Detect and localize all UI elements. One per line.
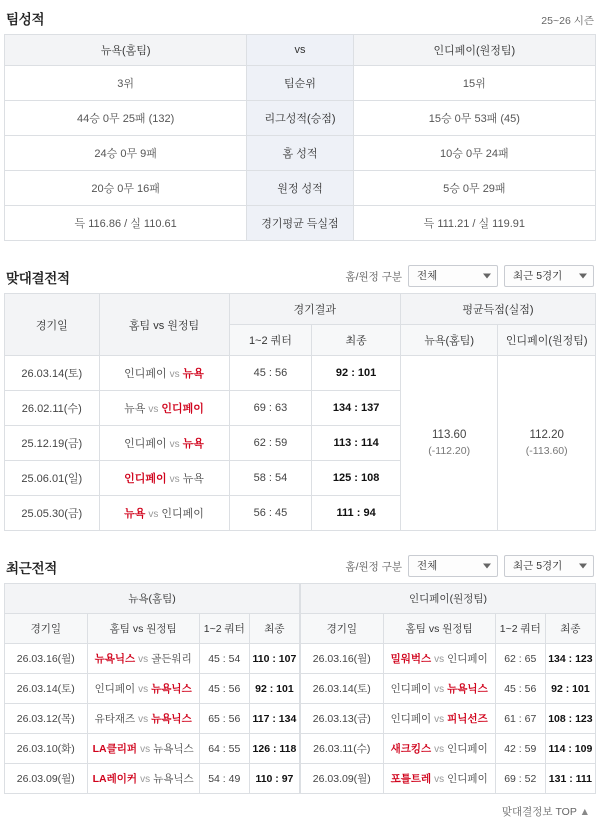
recent-matchup bbox=[87, 764, 199, 794]
recent-away-team: 뉴욕닉스 bbox=[151, 713, 192, 725]
recent-quarter-header: 1~2 쿼터 bbox=[495, 614, 545, 644]
h2h-quarter-score: 62 : 59 bbox=[229, 426, 312, 461]
h2h-home-team: 인디페이 bbox=[124, 438, 167, 450]
vs-separator: vs bbox=[140, 744, 151, 755]
table-row bbox=[301, 674, 596, 704]
away-value: 득 111.21 / 실 119.91 bbox=[353, 206, 595, 241]
h2h-matchup bbox=[99, 426, 229, 461]
h2h-date: 26.02.11(수) bbox=[5, 391, 100, 426]
recent-date-header: 경기일 bbox=[301, 614, 384, 644]
h2h-matchup bbox=[99, 356, 229, 391]
recent-quarter-score: 45 : 54 bbox=[199, 644, 249, 674]
recent-quarter-score: 54 : 49 bbox=[199, 764, 249, 794]
table-subheader-row bbox=[5, 614, 300, 644]
page-title: 팀성적 bbox=[6, 12, 45, 27]
table-row bbox=[5, 644, 300, 674]
h2h-date: 25.06.01(일) bbox=[5, 461, 100, 496]
table-row bbox=[5, 66, 596, 101]
h2h-home-team: 뉴욕 bbox=[124, 403, 146, 415]
h2h-final-score: 111 : 94 bbox=[312, 496, 401, 531]
h2h-header bbox=[4, 257, 596, 293]
vs-separator: vs bbox=[169, 439, 180, 450]
recent-matchup bbox=[87, 704, 199, 734]
vs-separator: vs bbox=[140, 774, 151, 785]
recent-home-team: 밀워벅스 bbox=[390, 653, 432, 665]
recent-date: 26.03.12(목) bbox=[5, 704, 88, 734]
recent-home-team: LA레이커 bbox=[92, 773, 138, 785]
recent-final-score: 131 : 111 bbox=[545, 764, 595, 794]
recent-final-score: 117 : 134 bbox=[249, 704, 299, 734]
recent-matchup bbox=[87, 674, 199, 704]
vs-separator: vs bbox=[148, 509, 159, 520]
vs-separator: vs bbox=[434, 684, 445, 695]
recent-home-team: 새크킹스 bbox=[390, 743, 432, 755]
vs-separator: vs bbox=[434, 774, 445, 785]
recent-away-team: 인디페이 bbox=[447, 773, 488, 785]
h2h-away-team: 인디페이 bbox=[161, 508, 204, 520]
away-value: 5승 0무 29패 bbox=[353, 171, 595, 206]
recent-final-score: 110 : 97 bbox=[249, 764, 299, 794]
h2h-matchup-header: 홈팀 vs 원정팀 bbox=[99, 294, 229, 356]
home-value: 득 116.86 / 실 110.61 bbox=[5, 206, 247, 241]
vs-separator: vs bbox=[169, 474, 180, 485]
h2h-date: 25.12.19(금) bbox=[5, 426, 100, 461]
spacer bbox=[4, 241, 596, 257]
table-row bbox=[301, 764, 596, 794]
table-header-row bbox=[5, 35, 596, 66]
recent-away-team: 뉴욕닉스 bbox=[153, 743, 194, 755]
recent-matchup bbox=[87, 734, 199, 764]
recent-matchup bbox=[383, 674, 495, 704]
table-row bbox=[5, 206, 596, 241]
team-summary-table bbox=[4, 34, 596, 241]
vs-header: vs bbox=[247, 35, 353, 66]
row-label: 경기평균 득실점 bbox=[247, 206, 353, 241]
chevron-down-icon bbox=[579, 564, 587, 569]
h2h-range-value: 최근 5경기 bbox=[513, 270, 563, 282]
h2h-home-team: 인디페이 bbox=[124, 473, 167, 485]
recent-controls bbox=[345, 555, 594, 577]
recent-final-score: 92 : 101 bbox=[545, 674, 595, 704]
recent-date: 26.03.16(월) bbox=[301, 644, 384, 674]
recent-range-value: 최근 5경기 bbox=[513, 560, 563, 572]
recent-final-score: 114 : 109 bbox=[545, 734, 595, 764]
h2h-final-score: 134 : 137 bbox=[312, 391, 401, 426]
home-value: 20승 0무 16패 bbox=[5, 171, 247, 206]
recent-home-team: 뉴욕닉스 bbox=[94, 653, 136, 665]
recent-final-score: 110 : 107 bbox=[249, 644, 299, 674]
table-row bbox=[5, 136, 596, 171]
recent-quarter-score: 64 : 55 bbox=[199, 734, 249, 764]
home-team-header: 뉴욕(홈팀) bbox=[5, 35, 247, 66]
h2h-title: 맞대결전적 bbox=[6, 271, 70, 286]
away-value: 10승 0무 24패 bbox=[353, 136, 595, 171]
vs-separator: vs bbox=[138, 654, 149, 665]
h2h-filter-label: 홈/원정 구분 bbox=[345, 270, 402, 283]
table-header-row bbox=[5, 294, 596, 325]
h2h-final-score: 125 : 108 bbox=[312, 461, 401, 496]
h2h-date-header: 경기일 bbox=[5, 294, 100, 356]
recent-away-title: 인디페이(원정팀) bbox=[301, 584, 596, 614]
caret-up-icon: ▲ bbox=[579, 806, 590, 818]
vs-separator: vs bbox=[434, 714, 445, 725]
recent-matchup bbox=[383, 734, 495, 764]
recent-quarter-score: 62 : 65 bbox=[495, 644, 545, 674]
h2h-quarter-score: 58 : 54 bbox=[229, 461, 312, 496]
home-value: 3위 bbox=[5, 66, 247, 101]
away-team-header: 인디페이(원정팀) bbox=[353, 35, 595, 66]
recent-home-table-wrap bbox=[4, 583, 300, 794]
vs-separator: vs bbox=[434, 654, 445, 665]
table-header-row bbox=[301, 584, 596, 614]
recent-final-score: 126 : 118 bbox=[249, 734, 299, 764]
recent-matchup bbox=[383, 644, 495, 674]
recent-quarter-score: 65 : 56 bbox=[199, 704, 249, 734]
recent-matchup-header: 홈팀 vs 원정팀 bbox=[383, 614, 495, 644]
recent-homeaway-value: 전체 bbox=[417, 560, 438, 572]
vs-separator: vs bbox=[434, 744, 445, 755]
recent-quarter-score: 61 : 67 bbox=[495, 704, 545, 734]
h2h-home-team: 인디페이 bbox=[124, 368, 167, 380]
recent-filter-label: 홈/원정 구분 bbox=[345, 560, 402, 573]
h2h-home-team: 뉴욕 bbox=[124, 508, 146, 520]
season-label: 25~26 시즌 bbox=[541, 15, 594, 27]
recent-homeaway-select[interactable] bbox=[408, 555, 498, 577]
h2h-matchup bbox=[99, 391, 229, 426]
h2h-matchup bbox=[99, 461, 229, 496]
recent-away-team: 뉴욕닉스 bbox=[151, 683, 192, 695]
recent-home-team: 포틀트레 bbox=[390, 773, 432, 785]
table-row bbox=[5, 171, 596, 206]
recent-title: 최근전적 bbox=[6, 561, 57, 576]
away-value: 15위 bbox=[353, 66, 595, 101]
recent-matchup bbox=[87, 644, 199, 674]
recent-quarter-score: 69 : 52 bbox=[495, 764, 545, 794]
recent-date: 26.03.14(토) bbox=[301, 674, 384, 704]
away-value: 15승 0무 53패 (45) bbox=[353, 101, 595, 136]
table-row bbox=[301, 704, 596, 734]
vs-separator: vs bbox=[148, 404, 159, 415]
row-label: 홈 성적 bbox=[247, 136, 353, 171]
home-value: 24승 0무 9패 bbox=[5, 136, 247, 171]
recent-home-team: 인디페이 bbox=[390, 683, 432, 695]
h2h-away-team: 뉴욕 bbox=[182, 438, 204, 450]
recent-date: 26.03.11(수) bbox=[301, 734, 384, 764]
home-value: 44승 0무 25패 (132) bbox=[5, 101, 247, 136]
recent-date: 26.03.16(월) bbox=[5, 644, 88, 674]
h2h-avg-away bbox=[498, 356, 596, 531]
h2h-homeaway-select[interactable] bbox=[408, 265, 498, 287]
recent-date: 26.03.09(월) bbox=[301, 764, 384, 794]
h2h-quarter-score: 56 : 45 bbox=[229, 496, 312, 531]
back-to-top-link[interactable] bbox=[4, 794, 596, 827]
recent-date-header: 경기일 bbox=[5, 614, 88, 644]
h2h-quarter-score: 69 : 63 bbox=[229, 391, 312, 426]
chevron-down-icon bbox=[579, 274, 587, 279]
h2h-avg-away-sub: (-113.60) bbox=[525, 444, 568, 457]
h2h-quarter-score: 45 : 56 bbox=[229, 356, 312, 391]
vs-separator: vs bbox=[169, 369, 180, 380]
recent-quarter-header: 1~2 쿼터 bbox=[199, 614, 249, 644]
h2h-away-team: 뉴욕 bbox=[182, 473, 204, 485]
recent-home-team: LA클리퍼 bbox=[92, 743, 138, 755]
recent-away-team: 뉴욕닉스 bbox=[447, 683, 488, 695]
recent-tables bbox=[4, 583, 596, 794]
h2h-result-header: 경기결과 bbox=[229, 294, 400, 325]
recent-away-team: 인디페이 bbox=[447, 743, 488, 755]
recent-away-team: 피닉선즈 bbox=[447, 713, 488, 725]
table-row bbox=[5, 101, 596, 136]
h2h-date: 25.05.30(금) bbox=[5, 496, 100, 531]
h2h-table bbox=[4, 293, 596, 531]
recent-date: 26.03.10(화) bbox=[5, 734, 88, 764]
h2h-final-header: 최종 bbox=[312, 325, 401, 356]
recent-final-header: 최종 bbox=[249, 614, 299, 644]
h2h-controls bbox=[345, 265, 594, 287]
recent-home-title: 뉴욕(홈팀) bbox=[5, 584, 300, 614]
table-header-row bbox=[5, 584, 300, 614]
vs-separator: vs bbox=[138, 714, 149, 725]
h2h-avg-home-header: 뉴욕(홈팀) bbox=[400, 325, 498, 356]
recent-quarter-score: 45 : 56 bbox=[199, 674, 249, 704]
h2h-avg-away-header: 인디페이(원정팀) bbox=[498, 325, 596, 356]
h2h-avg-away-value: 112.20 bbox=[529, 428, 564, 441]
h2h-avg-home-sub: (-112.20) bbox=[428, 444, 471, 457]
h2h-avg-home-value: 113.60 bbox=[432, 428, 467, 441]
recent-final-header: 최종 bbox=[545, 614, 595, 644]
recent-matchup-header: 홈팀 vs 원정팀 bbox=[87, 614, 199, 644]
recent-quarter-score: 45 : 56 bbox=[495, 674, 545, 704]
team-summary-header bbox=[4, 0, 596, 34]
recent-final-score: 108 : 123 bbox=[545, 704, 595, 734]
h2h-date: 26.03.14(토) bbox=[5, 356, 100, 391]
h2h-quarter-header: 1~2 쿼터 bbox=[229, 325, 312, 356]
recent-date: 26.03.13(금) bbox=[301, 704, 384, 734]
recent-final-score: 134 : 123 bbox=[545, 644, 595, 674]
h2h-avg-home bbox=[400, 356, 498, 531]
recent-header bbox=[4, 547, 596, 583]
recent-away-table bbox=[300, 583, 596, 794]
table-subheader-row bbox=[301, 614, 596, 644]
recent-home-team: 유타재즈 bbox=[94, 713, 136, 725]
h2h-homeaway-value: 전체 bbox=[417, 270, 438, 282]
h2h-range-select[interactable] bbox=[504, 265, 594, 287]
recent-date: 26.03.09(월) bbox=[5, 764, 88, 794]
recent-away-team: 인디페이 bbox=[447, 653, 488, 665]
table-row bbox=[5, 734, 300, 764]
h2h-away-team: 인디페이 bbox=[161, 403, 204, 415]
recent-home-table bbox=[4, 583, 300, 794]
table-row bbox=[5, 674, 300, 704]
table-row bbox=[5, 764, 300, 794]
vs-separator: vs bbox=[138, 684, 149, 695]
table-row bbox=[5, 356, 596, 391]
table-row bbox=[5, 704, 300, 734]
recent-date: 26.03.14(토) bbox=[5, 674, 88, 704]
spacer bbox=[4, 531, 596, 547]
back-to-top-label: 맞대결정보 TOP bbox=[501, 806, 577, 818]
recent-quarter-score: 42 : 59 bbox=[495, 734, 545, 764]
recent-matchup bbox=[383, 704, 495, 734]
recent-home-team: 인디페이 bbox=[390, 713, 432, 725]
row-label: 원정 성적 bbox=[247, 171, 353, 206]
recent-away-team: 뉴욕닉스 bbox=[153, 773, 194, 785]
h2h-final-score: 92 : 101 bbox=[312, 356, 401, 391]
h2h-matchup bbox=[99, 496, 229, 531]
recent-away-table-wrap bbox=[300, 583, 596, 794]
recent-final-score: 92 : 101 bbox=[249, 674, 299, 704]
recent-away-team: 골든워리 bbox=[151, 653, 192, 665]
table-row bbox=[301, 644, 596, 674]
h2h-avg-header: 평균득점(실점) bbox=[400, 294, 595, 325]
chevron-down-icon bbox=[483, 564, 491, 569]
recent-matchup bbox=[383, 764, 495, 794]
h2h-final-score: 113 : 114 bbox=[312, 426, 401, 461]
row-label: 리그성적(승점) bbox=[247, 101, 353, 136]
recent-range-select[interactable] bbox=[504, 555, 594, 577]
recent-home-team: 인디페이 bbox=[94, 683, 136, 695]
chevron-down-icon bbox=[483, 274, 491, 279]
row-label: 팀순위 bbox=[247, 66, 353, 101]
table-row bbox=[301, 734, 596, 764]
h2h-away-team: 뉴욕 bbox=[182, 368, 204, 380]
